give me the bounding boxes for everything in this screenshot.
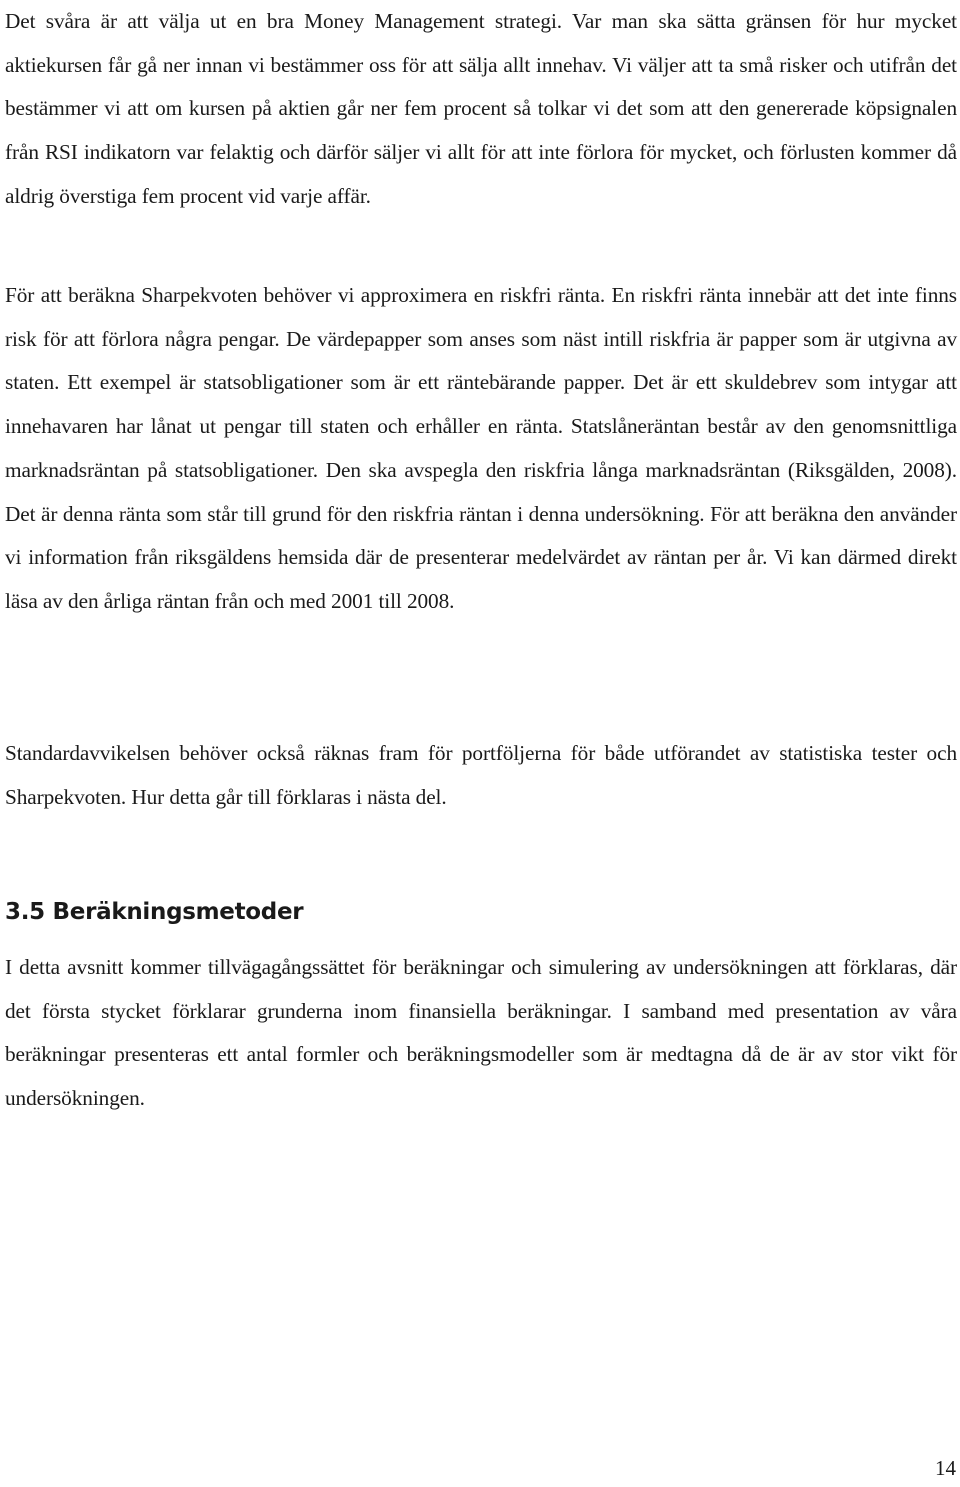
paragraph-money-management: Det svåra är att välja ut en bra Money Management strategi. Var man ska sätta gränsen för hur mycket aktiekursen får gå ner innan vi bestämmer oss för att sälja allt innehav. Vi väljer att ta små risker och utifrån det bestämmer vi att om kursen på aktien går ner fem procent så tolkar vi det som att den genererade köpsignalen från RSI indikatorn var felaktig och därför säljer vi allt för att inte förlora för mycket, och förlusten kommer då aldrig överstiga fem procent vid varje affär. [5, 9, 957, 208]
page-number: 14 [935, 1456, 956, 1480]
section-heading: 3.5 Beräkningsmetoder [5, 899, 304, 925]
paragraph-risk-free-rate: För att beräkna Sharpekvoten behöver vi approximera en riskfri ränta. En riskfri ränta innebär att det inte finns risk för att förlora några pengar. De värdepapper som anses som näst intill riskfria är papper som är utgivna av staten. Ett exempel är statsobligationer som är ett räntebärande papper. Det är ett skuldebrev som intygar att innehavaren har lånat ut pengar till staten och erhåller en ränta. Statslåneräntan består av den genomsnittliga marknadsräntan på statsobligationer. Den ska avspegla den riskfria långa marknadsräntan (Riksgälden, 2008). Det är denna ränta som står till grund för den riskfria räntan i denna undersökning. För att beräkna den använder vi information från riksgäldens hemsida där de presenterar medelvärdet av räntan per år. Vi kan därmed direkt läsa av den årliga räntan från och med 2001 till 2008. [5, 283, 957, 613]
paragraph-standard-deviation: Standardavvikelsen behöver också räknas fram för portföljerna för både utförandet av statistiska tester och Sharpekvoten. Hur detta går till förklaras i nästa del. [5, 741, 957, 809]
paragraph-calculation-methods: I detta avsnitt kommer tillvägagångssättet för beräkningar och simulering av undersökningen att förklaras, där det första stycket förklarar grunderna inom finansiella beräkningar. I samband med presentation av våra beräkningar presenteras ett antal formler och beräkningsmodeller som är medtagna då de är av stor vikt för undersökningen. [5, 955, 957, 1111]
